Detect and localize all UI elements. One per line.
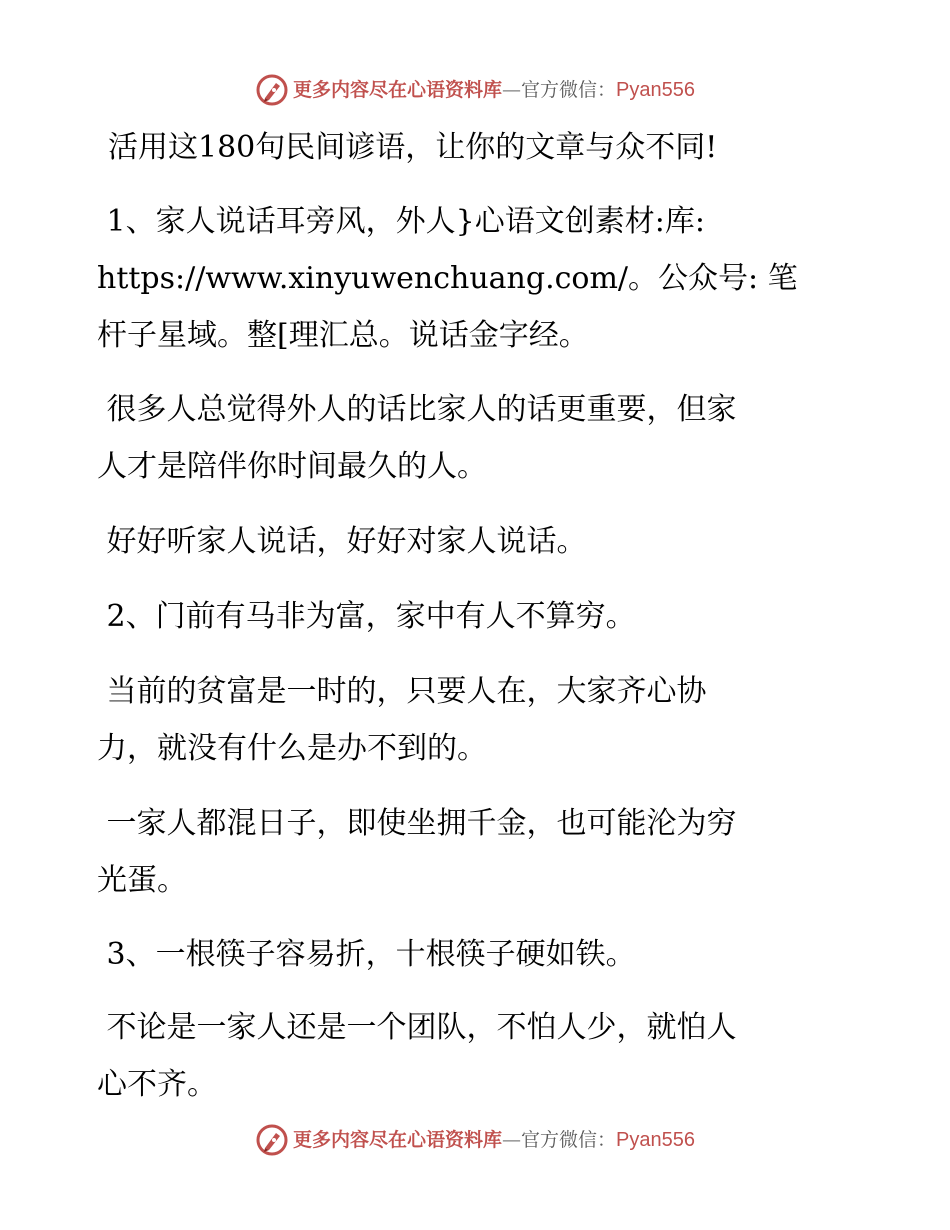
banner-main-text: 更多内容尽在心语资料库 xyxy=(293,1129,503,1151)
banner-wechat-id: Pyan556 xyxy=(616,1129,695,1151)
body-line-8: 当前的贫富是一时的，只要人在，大家齐心协 xyxy=(97,674,707,709)
header-banner xyxy=(0,70,950,110)
body-line-6: 好好听家人说话，好好对家人说话。 xyxy=(97,524,587,559)
body-line-7: 2、门前有马非为富，家中有人不算穷。 xyxy=(97,599,636,634)
footer-banner xyxy=(0,1120,950,1160)
body-line-13: 不论是一家人还是一个团队，不怕人少，就怕人 xyxy=(97,1010,737,1045)
document-title: 活用这180句民间谚语，让你的文章与众不同! xyxy=(108,130,718,165)
body-line-12: 3、一根筷子容易折，十根筷子硬如铁。 xyxy=(97,937,636,972)
pen-nib-logo-icon xyxy=(255,1123,289,1157)
body-line-9: 力，就没有什么是办不到的。 xyxy=(97,731,487,766)
body-line-2: https://www.xinyuwenchuang.com/。公众号: 笔 xyxy=(97,261,798,296)
pen-nib-logo-icon xyxy=(255,73,289,107)
body-line-14: 心不齐。 xyxy=(97,1067,217,1102)
body-line-11: 光蛋。 xyxy=(97,863,187,898)
banner-wechat-label: 官方微信： xyxy=(521,1129,617,1151)
banner-separator: — xyxy=(502,79,522,101)
banner-wechat-id: Pyan556 xyxy=(616,79,695,101)
body-line-10: 一家人都混日子，即使坐拥千金，也可能沦为穷 xyxy=(97,806,737,841)
banner-separator: — xyxy=(502,1129,522,1151)
body-line-1: 1、家人说话耳旁风，外人}心语文创素材:库: xyxy=(97,204,705,239)
banner-wechat-label: 官方微信： xyxy=(521,79,617,101)
banner-main-text: 更多内容尽在心语资料库 xyxy=(293,79,503,101)
body-line-4: 很多人总觉得外人的话比家人的话更重要，但家 xyxy=(97,392,737,427)
body-line-5: 人才是陪伴你时间最久的人。 xyxy=(97,449,487,484)
body-line-3: 杆子星域。整[理汇总。说话金字经。 xyxy=(97,318,589,353)
